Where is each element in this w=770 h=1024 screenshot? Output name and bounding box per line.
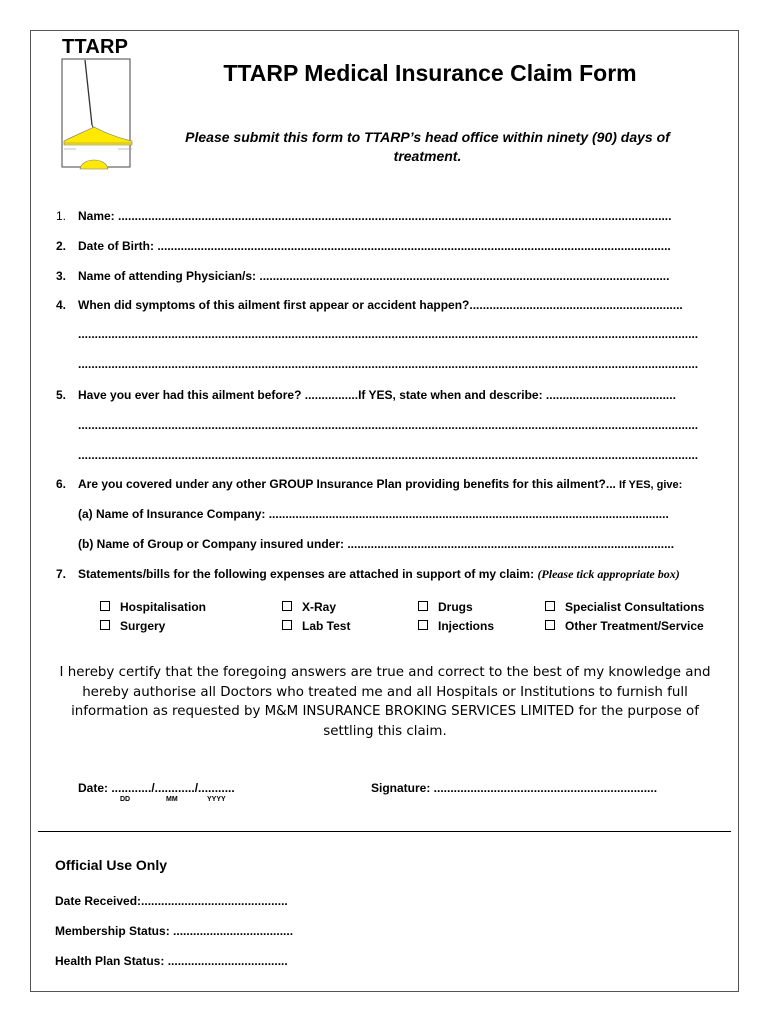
checkbox-icon[interactable]: [100, 601, 110, 611]
other-insurance-suffix: If YES, give:: [615, 479, 683, 491]
symptoms-line-1[interactable]: ..........................................................................................................................................................................................: [78, 327, 699, 341]
checkbox-label: Hospitalisation: [120, 600, 207, 614]
q3-number: 3.: [56, 269, 67, 283]
other-insurance-text: Are you covered under any other GROUP Insurance Plan providing benefits for this ailment?...: [78, 477, 616, 491]
form-title: TTARP Medical Insurance Claim Form: [223, 60, 637, 86]
q1-number: 1.: [56, 209, 67, 223]
ailment-line-2[interactable]: ..........................................................................................................................................................................................: [78, 448, 699, 462]
checkbox-label: Lab Test: [302, 619, 351, 633]
checkbox-icon[interactable]: [545, 601, 555, 611]
date-mm-label: MM: [166, 796, 178, 803]
membership-status-field[interactable]: Membership Status: ....................................: [55, 924, 294, 938]
logo-text: TTARP: [62, 36, 129, 58]
divider: [38, 831, 731, 832]
checkbox-surgery[interactable]: [100, 619, 165, 633]
previous-ailment-field[interactable]: Have you ever had this ailment before? ................If YES, state when and describe: .......................................: [78, 388, 676, 402]
signature-field[interactable]: Signature: ...................................................................: [371, 781, 658, 795]
date-yyyy-label: YYYY: [207, 796, 226, 803]
checkbox-drugs[interactable]: [418, 600, 473, 614]
checkbox-icon[interactable]: [282, 601, 292, 611]
date-received-field[interactable]: Date Received:............................................: [55, 894, 288, 908]
q6-number: 6.: [56, 477, 67, 491]
checkbox-other-treatment[interactable]: [545, 619, 704, 633]
checkbox-label: Specialist Consultations: [565, 600, 705, 614]
checkbox-hospitalisation[interactable]: [100, 600, 206, 614]
group-company-field[interactable]: (b) Name of Group or Company insured under: ..................................................................................................: [78, 537, 675, 551]
checkbox-label: Injections: [438, 619, 495, 633]
official-use-heading: Official Use Only: [55, 857, 168, 873]
checkbox-label: Surgery: [120, 619, 166, 633]
checkbox-xray[interactable]: [282, 600, 336, 614]
statements-text: Statements/bills for the following expenses are attached in support of my claim:: [78, 567, 538, 581]
physician-field[interactable]: Name of attending Physician/s: ...........................................................................................................................: [78, 269, 670, 283]
statements-question: [78, 567, 680, 582]
checkbox-icon[interactable]: [418, 601, 428, 611]
insurance-company-field[interactable]: (a) Name of Insurance Company: ........................................................................................................................: [78, 507, 669, 521]
checkbox-label: Other Treatment/Service: [565, 619, 704, 633]
checkbox-icon[interactable]: [545, 620, 555, 630]
checkbox-label: X-Ray: [302, 600, 337, 614]
date-dd-label: DD: [120, 796, 131, 803]
certification-text: I hereby certify that the foregoing answers are true and correct to the best of my knowledge and hereby authorise all Doctors who treated me and all Hospitals or Institutions to furnish full information as requested by M&M INSURANCE BROKING SERVICES LIMITED for the purpose of settling this claim.: [59, 665, 711, 739]
symptoms-line-2[interactable]: ..........................................................................................................................................................................................: [78, 357, 699, 371]
symptoms-field[interactable]: When did symptoms of this ailment first appear or accident happen?................................................................: [78, 298, 683, 312]
q5-number: 5.: [56, 388, 67, 402]
checkbox-injections[interactable]: [418, 619, 494, 633]
q7-number: 7.: [56, 567, 67, 581]
tick-note: (Please tick appropriate box): [537, 567, 680, 581]
checkbox-icon[interactable]: [418, 620, 428, 630]
checkbox-lab-test[interactable]: [282, 619, 350, 633]
q4-number: 4.: [56, 298, 67, 312]
checkbox-icon[interactable]: [100, 620, 110, 630]
date-of-birth-field[interactable]: Date of Birth: ..........................................................................................................................................................: [78, 239, 671, 253]
checkbox-specialist[interactable]: [545, 600, 704, 614]
q2-number: 2.: [56, 239, 67, 253]
health-plan-status-field[interactable]: Health Plan Status: ....................................: [55, 954, 288, 968]
other-insurance-question: [78, 477, 682, 491]
name-field[interactable]: Name: ......................................................................................................................................................................: [78, 209, 672, 223]
ailment-line-1[interactable]: ..........................................................................................................................................................................................: [78, 418, 699, 432]
form-subtitle: Please submit this form to TTARP’s head office within ninety (90) days of treatment.: [185, 129, 670, 164]
checkbox-label: Drugs: [438, 600, 473, 614]
date-field[interactable]: Date: ............/............/...........: [78, 781, 235, 795]
logo-icon: [58, 57, 140, 173]
checkbox-icon[interactable]: [282, 620, 292, 630]
